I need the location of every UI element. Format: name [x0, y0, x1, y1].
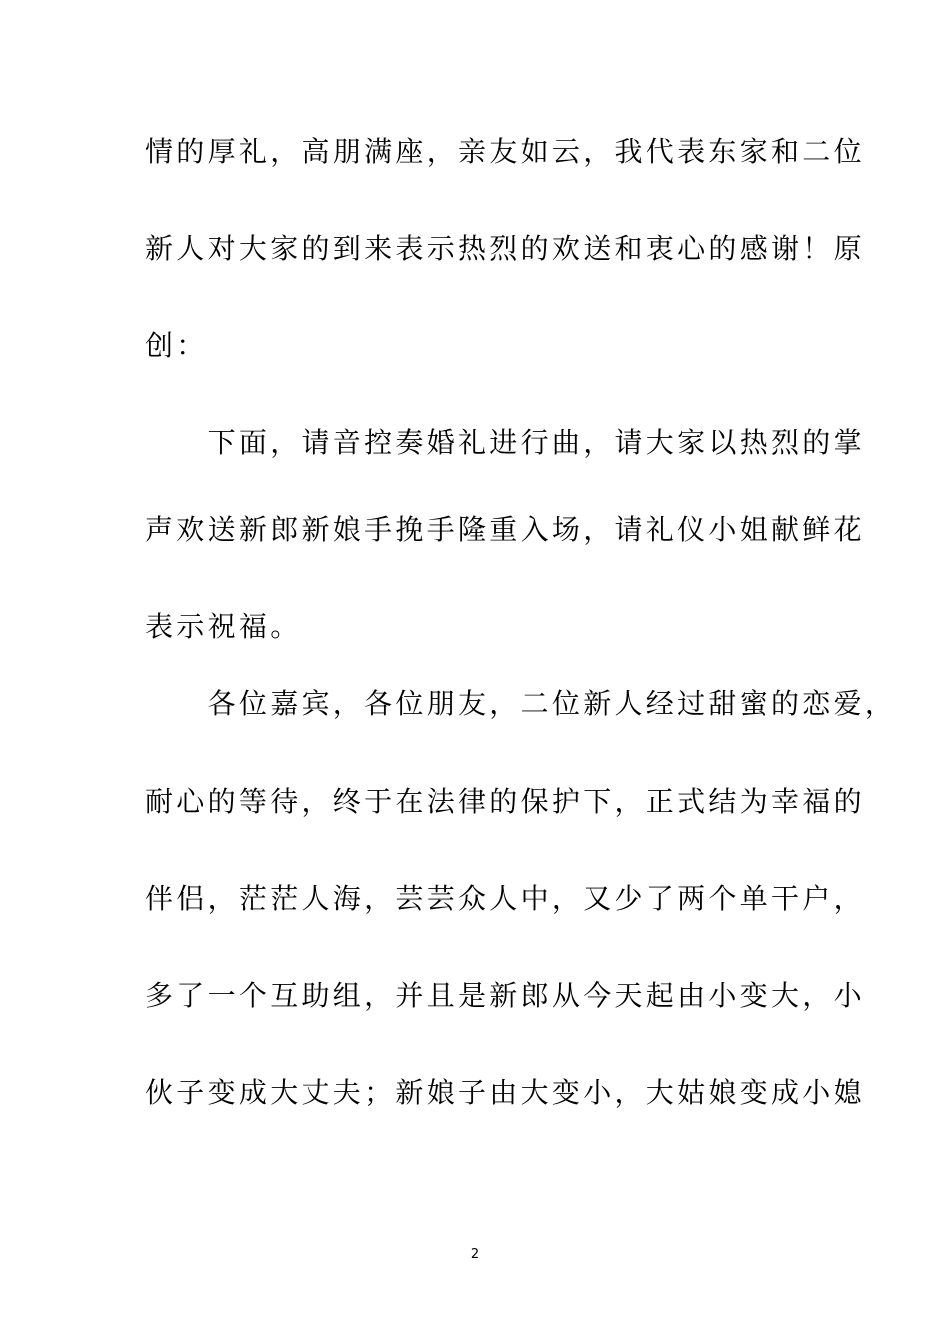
text-line: 各位嘉宾，各位朋友，二位新人经过甜蜜的恋爱， [145, 687, 897, 720]
text-line: 表示祝福。 [145, 610, 302, 643]
text-line: 情的厚礼，高朋满座，亲友如云，我代表东家和二位 [145, 135, 865, 168]
text-line: 声欢送新郎新娘手挽手隆重入场，请礼仪小姐献鲜花 [145, 513, 865, 546]
text-line: 下面，请音控奏婚礼进行曲，请大家以热烈的掌 [145, 426, 865, 459]
text-line: 创： [145, 329, 208, 362]
text-line: 伙子变成大丈夫；新娘子由大变小，大姑娘变成小媳 [145, 1076, 865, 1109]
page-number: 2 [470, 1247, 480, 1262]
text-line: 新人对大家的到来表示热烈的欢送和衷心的感谢！原 [145, 232, 865, 265]
text-line: 伴侣，茫茫人海，芸芸众人中，又少了两个单干户， [145, 882, 865, 915]
text-line: 耐心的等待，终于在法律的保护下，正式结为幸福的 [145, 785, 865, 818]
text-line: 多了一个互助组，并且是新郎从今天起由小变大，小 [145, 979, 865, 1012]
